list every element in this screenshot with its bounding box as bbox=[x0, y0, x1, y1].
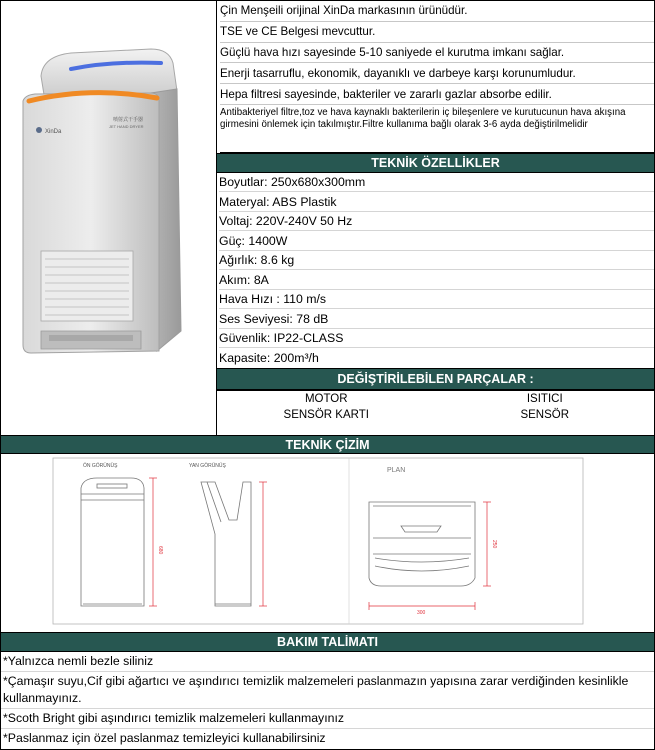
drawing-frame bbox=[53, 458, 583, 624]
maintenance-item: *Scoth Bright gibi aşındırıcı temizlik malzemeleri kullanmayınız bbox=[1, 709, 654, 729]
intro-line: Hepa filtresi sayesinde, bakteriler ve zararlı gazlar absorbe edilir. bbox=[220, 84, 654, 105]
plan-view-label: PLAN bbox=[387, 467, 406, 474]
front-view-label: ÖN GÖRÜNÜŞ bbox=[83, 463, 118, 469]
height-dimension-label: 680 bbox=[157, 546, 163, 555]
spec-row: Güvenlik: IP22-CLASS bbox=[219, 329, 654, 349]
intro-block bbox=[217, 1, 654, 153]
spec-row: Kapasite: 200m³/h bbox=[219, 351, 319, 366]
spec-row: Voltaj: 220V-240V 50 Hz bbox=[219, 212, 654, 232]
depth-dimension-label: 250 bbox=[491, 540, 497, 549]
spec-row: Güç: 1400W bbox=[219, 231, 654, 251]
filter-note: Antibakteriyel filtre,toz ve hava kaynaklı bakterilerin iç bileşenlere ve kurutucunun hava akışına girmesini önlemek için takılmıştır.Filtre kullanıma bağlı olarak 3-6 ayda değiştirilmelidir bbox=[220, 105, 654, 153]
parts-header: DEĞİŞTİRİLEBİLEN PARÇALAR : bbox=[217, 368, 654, 390]
product-photo bbox=[1, 1, 217, 435]
info-sticker bbox=[41, 251, 133, 321]
side-view-label: YAN GÖRÜNÜŞ bbox=[189, 463, 226, 469]
maintenance-item: *Çamaşır suyu,Cif gibi ağartıcı ve aşındırıcı temizlik malzemeleri paslanmazın yapısına zarar verdiğinden kesinlikle kullanmayınız. bbox=[1, 672, 654, 709]
part-item: MOTOR bbox=[304, 392, 348, 405]
intro-line: TSE ve CE Belgesi mevcuttur. bbox=[220, 22, 654, 43]
intro-line: Çin Menşeili orijinal XinDa markasının ürünüdür. bbox=[220, 1, 654, 22]
spec-row: Materyal: ABS Plastik bbox=[219, 192, 654, 212]
parts-row bbox=[217, 390, 654, 407]
spec-column bbox=[217, 1, 654, 435]
spec-row: Boyutlar: 250x680x300mm bbox=[219, 173, 654, 193]
spec-row: Ses Seviyesi: 78 dB bbox=[219, 309, 654, 329]
logo-text: XinDa bbox=[45, 129, 62, 135]
intro-line: Güçlü hava hızı sayesinde 5-10 saniyede el kurutma imkanı sağlar. bbox=[220, 43, 654, 64]
maintenance-list bbox=[1, 652, 654, 748]
spec-row: Akım: 8A bbox=[219, 270, 654, 290]
technical-drawing bbox=[1, 453, 654, 632]
spec-row: Hava Hızı : 110 m/s bbox=[219, 290, 654, 310]
part-item: SENSÖR bbox=[520, 409, 570, 422]
drawing-header: TEKNİK ÇİZİM bbox=[1, 435, 654, 454]
intro-line: Enerji tasarruflu, ekonomik, dayanıklı ve darbeye karşı korunumludur. bbox=[220, 63, 654, 84]
product-label-en: JET HAND DRYER bbox=[109, 124, 144, 129]
parts-table bbox=[217, 390, 654, 424]
drawing-svg bbox=[1, 454, 654, 632]
width-dimension-label: 300 bbox=[417, 610, 426, 616]
maintenance-item: *Paslanmaz için özel paslanmaz temizleyici kullanabilirsiniz bbox=[3, 731, 326, 745]
drain-slot bbox=[49, 335, 133, 341]
part-item: ISITICI bbox=[526, 392, 563, 405]
part-item: SENSÖR KARTI bbox=[283, 409, 369, 422]
hand-dryer-illustration bbox=[1, 1, 216, 435]
spec-row: Ağırlık: 8.6 kg bbox=[219, 251, 654, 271]
maintenance-item: *Yalnızca nemli bezle siliniz bbox=[1, 652, 654, 672]
logo-mark bbox=[36, 127, 42, 133]
maintenance-header: BAKIM TALİMATI bbox=[1, 632, 654, 652]
top-section bbox=[1, 1, 654, 435]
product-label-cn: 喷射式干手器 bbox=[113, 117, 144, 123]
spec-list bbox=[217, 173, 654, 368]
parts-row bbox=[217, 407, 654, 424]
specs-header: TEKNİK ÖZELLİKLER bbox=[217, 153, 654, 173]
